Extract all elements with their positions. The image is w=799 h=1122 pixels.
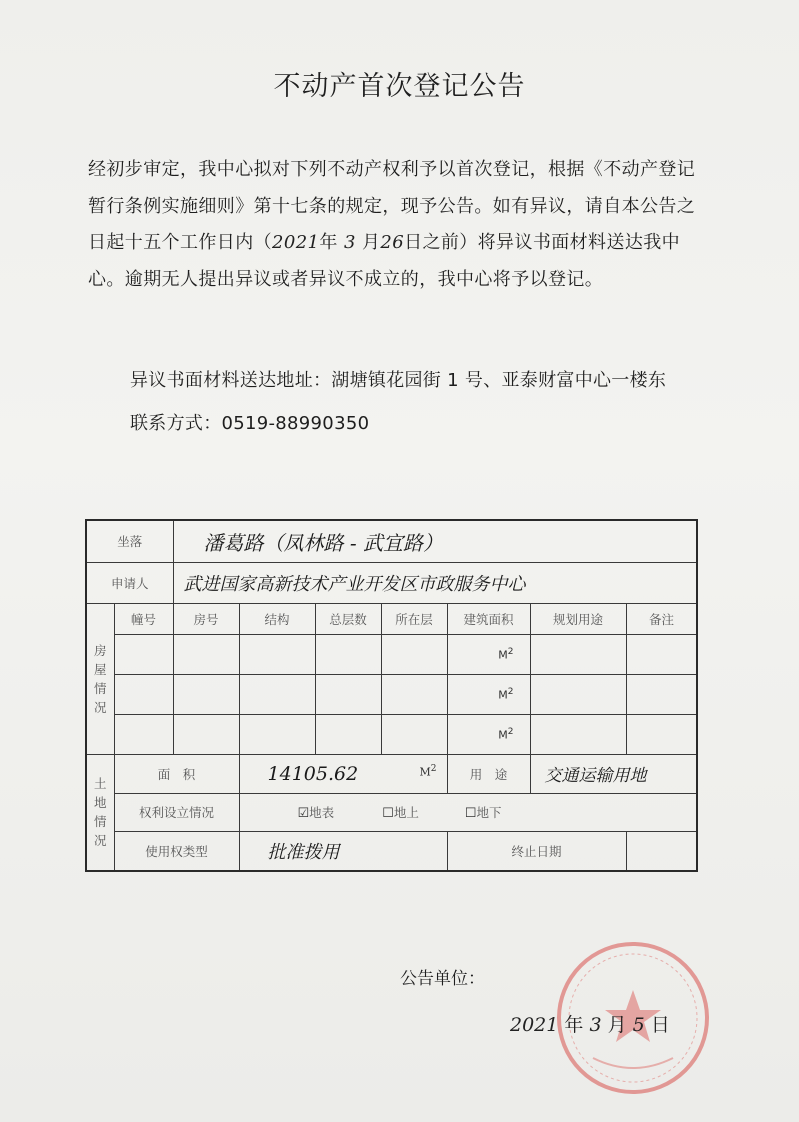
cell (626, 634, 697, 674)
objection-address: 异议书面材料送达地址：湖塘镇花园街 1 号、亚泰财富中心一楼东 (130, 370, 667, 391)
land-use-value: 交通运输用地 (530, 754, 697, 793)
col-remarks: 备注 (626, 603, 697, 634)
issuer-label: 公告单位： (400, 969, 485, 989)
date-day: 5 (632, 1014, 645, 1036)
use-type-value: 批准拨用 (239, 831, 447, 871)
location-label: 坐落 (86, 520, 173, 562)
cell (239, 634, 315, 674)
cell (114, 714, 173, 754)
date-year-char: 年 (564, 1014, 584, 1036)
date-year: 2021 (510, 1014, 559, 1036)
notice-title: 不动产首次登记公告 (273, 71, 526, 102)
date-day-char: 日 (650, 1014, 670, 1036)
area-unit: $M^2$ (447, 674, 530, 714)
cell (315, 714, 381, 754)
applicant-label: 申请人 (86, 562, 173, 603)
rights-options (239, 793, 697, 831)
cell (173, 714, 239, 754)
paragraph-text-a: 经初步审定，我中心拟对下列不动产权利予以首次登记，根据《不动产登记暂行条例实施细则》第十七条的规定，现予公告。如有异议，请自本公告之日起十五个工作日内（ (88, 159, 696, 253)
option-below-label: 地下 (476, 805, 502, 820)
notice-paragraph (88, 152, 702, 298)
land-area-label: 面 积 (114, 754, 239, 793)
date-month-char: 月 (607, 1014, 627, 1036)
handwritten-month: 3 (343, 232, 356, 253)
area-unit: $M^2$ (447, 714, 530, 754)
option-surface-label: 地表 (309, 805, 335, 820)
cell (114, 634, 173, 674)
col-floor: 所在层 (381, 603, 447, 634)
end-date-label: 终止日期 (447, 831, 626, 871)
checkbox-surface[interactable]: ☑ (297, 806, 310, 821)
cell (626, 674, 697, 714)
end-date-value (626, 831, 697, 871)
handwritten-day: 26 (380, 232, 405, 253)
cell (381, 714, 447, 754)
cell (530, 674, 626, 714)
cell (530, 634, 626, 674)
area-unit: $M^2$ (447, 634, 530, 674)
col-structure: 结构 (239, 603, 315, 634)
rights-label: 权利设立情况 (114, 793, 239, 831)
option-above-label: 地上 (393, 805, 419, 820)
land-section-label: 土地情况 (86, 754, 114, 871)
cell (381, 674, 447, 714)
cell (626, 714, 697, 754)
cell (381, 634, 447, 674)
property-info-table (85, 519, 698, 872)
handwritten-year: 2021 (272, 232, 320, 253)
land-area-value: 14105.62 $M^2$ (239, 754, 447, 793)
checkbox-below[interactable]: ☐ (464, 806, 477, 821)
cell (239, 714, 315, 754)
date-month: 3 (589, 1014, 602, 1036)
col-building-area: 建筑面积 (447, 603, 530, 634)
col-planned-use: 规划用途 (530, 603, 626, 634)
contact-info: 联系方式：0519-88990350 (130, 413, 370, 434)
cell (239, 674, 315, 714)
cell (530, 714, 626, 754)
use-type-label: 使用权类型 (114, 831, 239, 871)
cell (173, 634, 239, 674)
checkbox-above[interactable]: ☐ (382, 806, 394, 821)
issue-date (510, 1010, 670, 1037)
col-building-no: 幢号 (114, 603, 173, 634)
month-char: 月 (361, 232, 381, 253)
cell (114, 674, 173, 714)
cell (315, 634, 381, 674)
cell (315, 674, 381, 714)
cell (173, 674, 239, 714)
house-section-label: 房屋情况 (86, 603, 114, 754)
col-total-floors: 总层数 (315, 603, 381, 634)
year-char: 年 (319, 232, 338, 253)
land-use-label: 用 途 (447, 754, 530, 793)
applicant-value: 武进国家高新技术产业开发区市政服务中心 (173, 562, 697, 603)
paragraph-text-b: 日之前）将异议书面材料送达我中心。逾期无人提出异议或者异议不成立的，我中心将予以登记。 (88, 232, 681, 290)
location-value: 潘葛路（凤林路 - 武宜路） (173, 520, 697, 562)
col-room-no: 房号 (173, 603, 239, 634)
